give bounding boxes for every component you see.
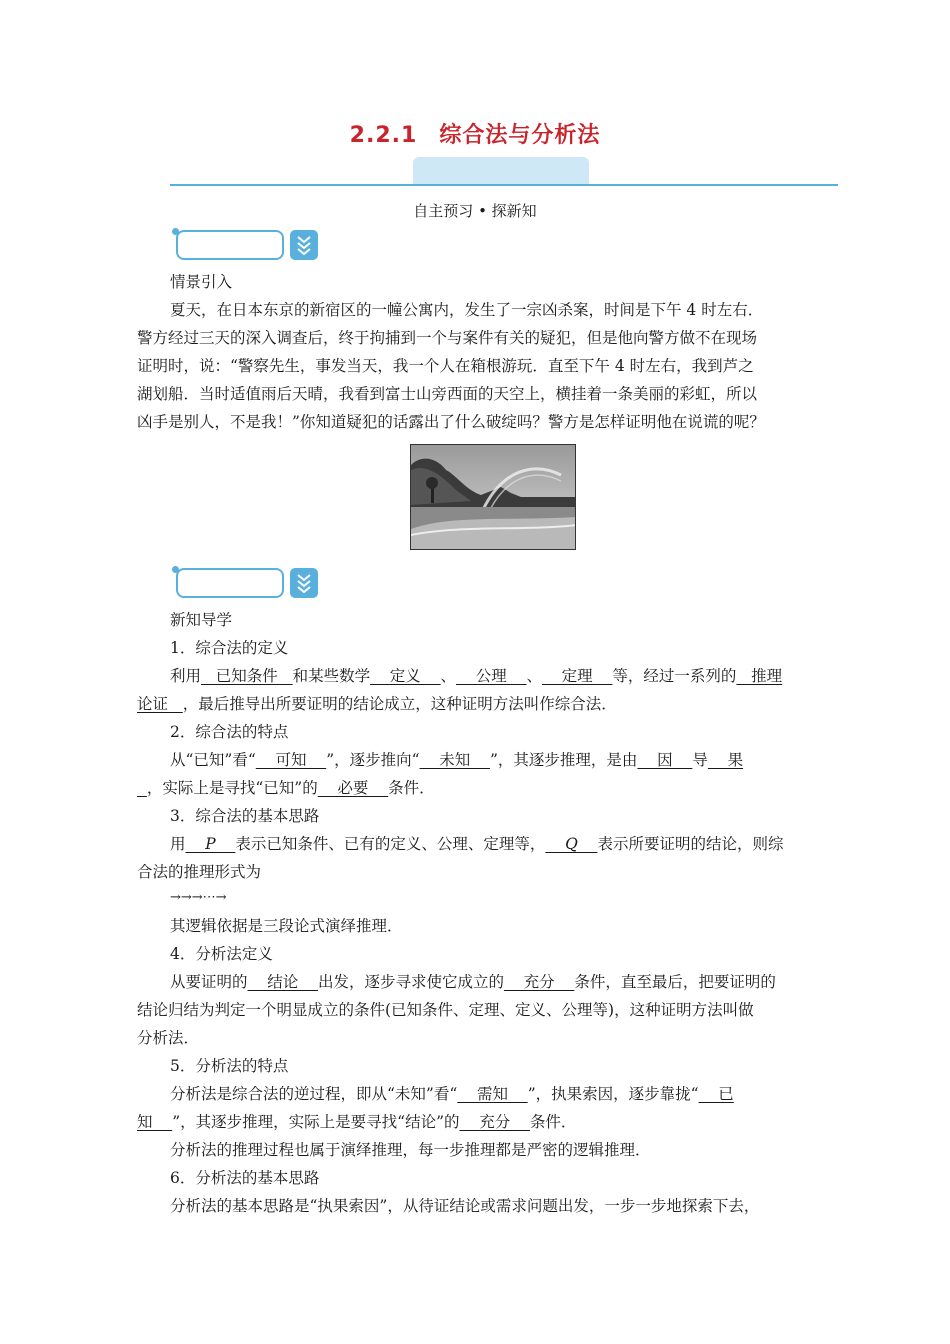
s3-title: 3．综合法的基本思路 — [170, 807, 320, 825]
s6-title: 6．分析法的基本思路 — [170, 1169, 320, 1187]
fill-blank: 充分 — [503, 973, 575, 991]
s4-line-1: 从要证明的 结论 出发，逐步寻求使它成立的 充分 条件，直至最后，把要证明的 — [170, 973, 776, 991]
fill-blank: 推理 — [736, 667, 783, 685]
s3-line-1: 用 P 表示已知条件、已有的定义、公理、定理等， Q 表示所要证明的结论，则综 — [170, 835, 784, 853]
fill-blank: 已 — [698, 1085, 734, 1103]
s5-title: 5．分析法的特点 — [170, 1057, 289, 1075]
guide-heading: 新知导学 — [170, 611, 233, 629]
header-rule — [170, 184, 838, 186]
s5-note: 分析法的推理过程也属于演绎推理，每一步推理都是严密的逻辑推理． — [170, 1141, 651, 1159]
fill-blank: P — [185, 835, 236, 853]
s1-line-2: 论证 ，最后推导出所要证明的结论成立，这种证明方法叫作综合法． — [137, 695, 617, 713]
fill-blank: 知 — [137, 1113, 173, 1131]
s5-line-2: 知 ”，其逐步推理，实际上是要寻找“结论”的 充分 条件． — [137, 1113, 577, 1131]
s3-line-2: 合法的推理形式为 — [137, 863, 262, 881]
section-badge-2 — [172, 566, 318, 600]
fill-blank — [137, 779, 147, 797]
subheading: 自主预习 • 探新知 — [413, 202, 537, 220]
badge-box — [176, 230, 284, 260]
s3-arrows: →→→⋯→ — [170, 890, 227, 905]
section-badge-1 — [172, 228, 318, 262]
s2-line-1: 从“已知”看“ 可知 ”，逐步推向“ 未知 ”，其逐步推理，是由 因 导 果 — [170, 751, 744, 769]
intro-line-5: 凶手是别人，不是我！”你知道疑犯的话露出了什么破绽吗？警方是怎样证明他在说谎的呢？ — [137, 413, 765, 431]
section-title-text: 综合法与分析法 — [439, 123, 601, 148]
s6-line-1: 分析法的基本思路是“执果索因”，从待证结论或需求问题出发，一步一步地探索下去， — [170, 1197, 760, 1215]
landscape-rainbow-photo — [410, 444, 576, 550]
s1-line-1: 利用 已知条件 和某些数学 定义 、 公理 、 定理 等，经过一系列的 推理 — [170, 667, 783, 685]
s2-line-2: ，实际上是寻找“已知”的 必要 条件． — [137, 778, 435, 798]
intro-line-2: 警方经过三天的深入调查后，终于拘捕到一个与案件有关的疑犯，但是他向警方做不在现场 — [137, 329, 758, 347]
fill-blank: 充分 — [459, 1113, 530, 1131]
fill-blank: 公理 — [456, 667, 527, 685]
fill-blank: 论证 — [137, 695, 183, 713]
fill-blank: 定理 — [541, 667, 613, 685]
fill-blank: 因 — [637, 751, 693, 769]
s2-title: 2．综合法的特点 — [170, 723, 289, 741]
fill-blank: 未知 — [419, 751, 490, 769]
s4-line-2: 结论归结为判定一个明显成立的条件(已知条件、定理、定义、公理等)，这种证明方法叫做 — [137, 1001, 754, 1019]
s3-logic: 其逻辑依据是三段论式演绎推理． — [170, 917, 403, 935]
fill-blank: 需知 — [457, 1085, 528, 1103]
double-chevron-down-icon — [290, 230, 318, 260]
fill-blank: 结论 — [247, 973, 318, 991]
badge-box — [176, 568, 284, 598]
fill-blank: 可知 — [255, 751, 327, 769]
intro-heading: 情景引入 — [170, 273, 233, 291]
section-title — [0, 118, 950, 149]
section-number: 2.2.1 — [349, 123, 418, 148]
s1-title: 1．综合法的定义 — [170, 639, 289, 657]
s4-title: 4．分析法定义 — [170, 945, 273, 963]
fill-blank: 果 — [707, 751, 744, 769]
intro-line-1: 夏天，在日本东京的新宿区的一幢公寓内，发生了一宗凶杀案，时间是下午 4 时左右． — [170, 301, 764, 319]
fill-blank: 定义 — [370, 667, 441, 685]
intro-line-4: 湖划船．当时适值雨后天晴，我看到富士山旁西面的天空上，横挂着一条美丽的彩虹，所以 — [137, 385, 758, 403]
s5-line-1: 分析法是综合法的逆过程，即从“未知”看“ 需知 ”，执果索因，逐步靠拢“ 已 — [170, 1085, 734, 1103]
intro-line-3: 证明时，说：“警察先生，事发当天，我一个人在箱根游玩．直至下午 4 时左右，我到芦之 — [137, 357, 754, 375]
s4-line-3: 分析法． — [137, 1029, 200, 1047]
fill-blank: 必要 — [317, 779, 389, 797]
fill-blank: Q — [545, 835, 598, 853]
badge-dot — [172, 228, 179, 235]
badge-dot — [172, 566, 179, 573]
double-chevron-down-icon — [290, 568, 318, 598]
fill-blank: 已知条件 — [201, 667, 293, 685]
header-tab-decoration — [413, 157, 589, 185]
